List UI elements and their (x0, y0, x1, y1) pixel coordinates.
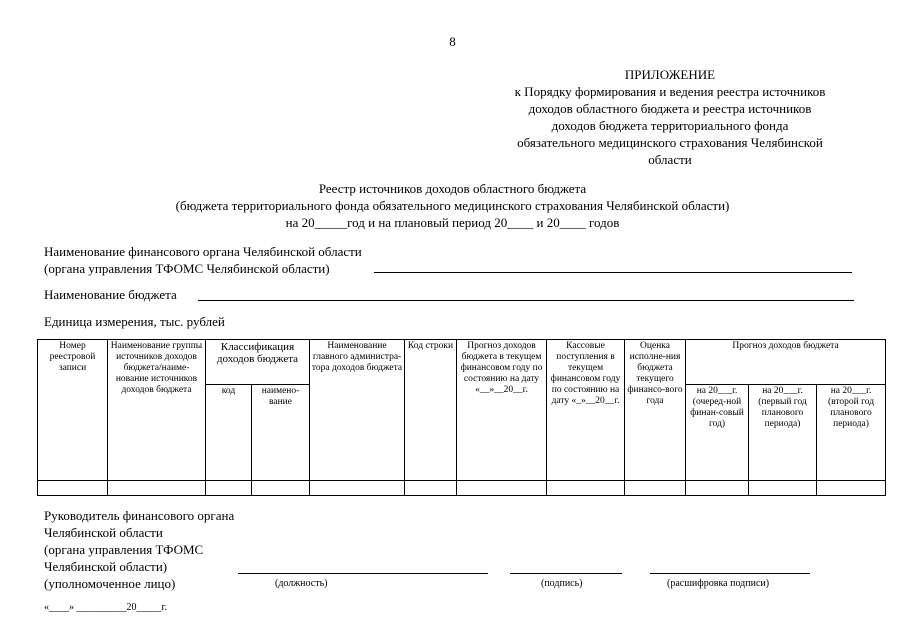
page-number: 8 (449, 34, 456, 49)
table-cell[interactable] (817, 481, 886, 496)
table-cell[interactable] (405, 481, 457, 496)
table-cell[interactable] (625, 481, 686, 496)
signature-caption: (подпись) (541, 578, 583, 589)
col-estimate: Оценка исполне-ния бюджета текущего финансо-вого года (625, 340, 686, 481)
table-cell[interactable] (310, 481, 405, 496)
table-cell[interactable] (108, 481, 206, 496)
name-decode-field[interactable] (650, 573, 810, 574)
table-cell[interactable] (38, 481, 108, 496)
appendix-heading: ПРИЛОЖЕНИЕ (624, 67, 716, 82)
table-cell[interactable] (547, 481, 625, 496)
col-forecast-current: Прогноз доходов бюджета в текущем финансовом году по состоянию на дату «__»__20__г. (457, 340, 547, 481)
budget-label: Наименование бюджета (44, 287, 177, 302)
table-cell[interactable] (457, 481, 547, 496)
units-label: Единица измерения, тыс. рублей (44, 314, 225, 329)
col-class-name: наимено-вание (252, 385, 310, 481)
col-next-year: на 20___г. (очеред-ной финан-совый год) (686, 385, 749, 481)
signature-field[interactable] (510, 573, 622, 574)
budget-field[interactable] (198, 300, 854, 301)
signatory-block (44, 507, 234, 592)
col-admin: Наименование главного администра-тора доходов бюджета (310, 340, 405, 481)
col-forecast-group: Прогноз доходов бюджета (686, 340, 886, 385)
col-class-code: код (206, 385, 252, 481)
table-cell[interactable] (252, 481, 310, 496)
finance-org-line: Наименование финансового органа Челябинской области (44, 244, 362, 259)
decode-caption: (расшифровка подписи) (667, 578, 770, 589)
finance-org-label (44, 243, 362, 277)
col-source-group: Наименование группы источников доходов бюджета/наиме-нование источников доходов бюджета (108, 340, 206, 481)
signatory-line: Руководитель финансового органа (44, 508, 235, 523)
finance-org-line: (органа управления ТФОМС Челябинской области) (44, 261, 330, 276)
appendix-line: доходов бюджета территориального фонда (551, 118, 789, 133)
appendix-line: области (648, 152, 692, 167)
title-line: на 20_____год и на плановый период 20____ и 20____ годов (285, 215, 620, 230)
document-title (0, 180, 905, 231)
col-record-no: Номер реестровой записи (38, 340, 108, 481)
col-plan-year-1: на 20___г. (первый год планового периода) (749, 385, 817, 481)
title-line: (бюджета территориального фонда обязательного медицинского страхования Челябинской области) (175, 198, 730, 213)
col-line-code: Код строки (405, 340, 457, 481)
title-line: Реестр источников доходов областного бюджета (318, 181, 587, 196)
appendix-block (460, 66, 880, 168)
table-row (38, 481, 886, 496)
appendix-line: доходов областного бюджета и реестра источников (528, 101, 812, 116)
signatory-line: (органа управления ТФОМС (44, 542, 204, 557)
registry-table (37, 339, 886, 496)
table-cell[interactable] (749, 481, 817, 496)
signatory-line: Челябинской области) (44, 559, 168, 574)
position-caption: (должность) (275, 578, 328, 589)
table-cell[interactable] (686, 481, 749, 496)
finance-org-field[interactable] (374, 272, 852, 273)
signatory-line: (уполномоченное лицо) (44, 576, 176, 591)
appendix-line: к Порядку формирования и ведения реестра источников (514, 84, 826, 99)
signatory-line: Челябинской области (44, 525, 163, 540)
appendix-line: обязательного медицинского страхования Челябинской (517, 135, 823, 150)
col-classification: Классификация доходов бюджета (206, 340, 310, 385)
col-cash-receipts: Кассовые поступления в текущем финансовом году по состоянию на дату «_»__20__г. (547, 340, 625, 481)
table-cell[interactable] (206, 481, 252, 496)
date-line: «____» __________20_____г. (44, 602, 167, 613)
position-field[interactable] (238, 573, 488, 574)
col-plan-year-2: на 20___г. (второй год планового периода) (817, 385, 886, 481)
